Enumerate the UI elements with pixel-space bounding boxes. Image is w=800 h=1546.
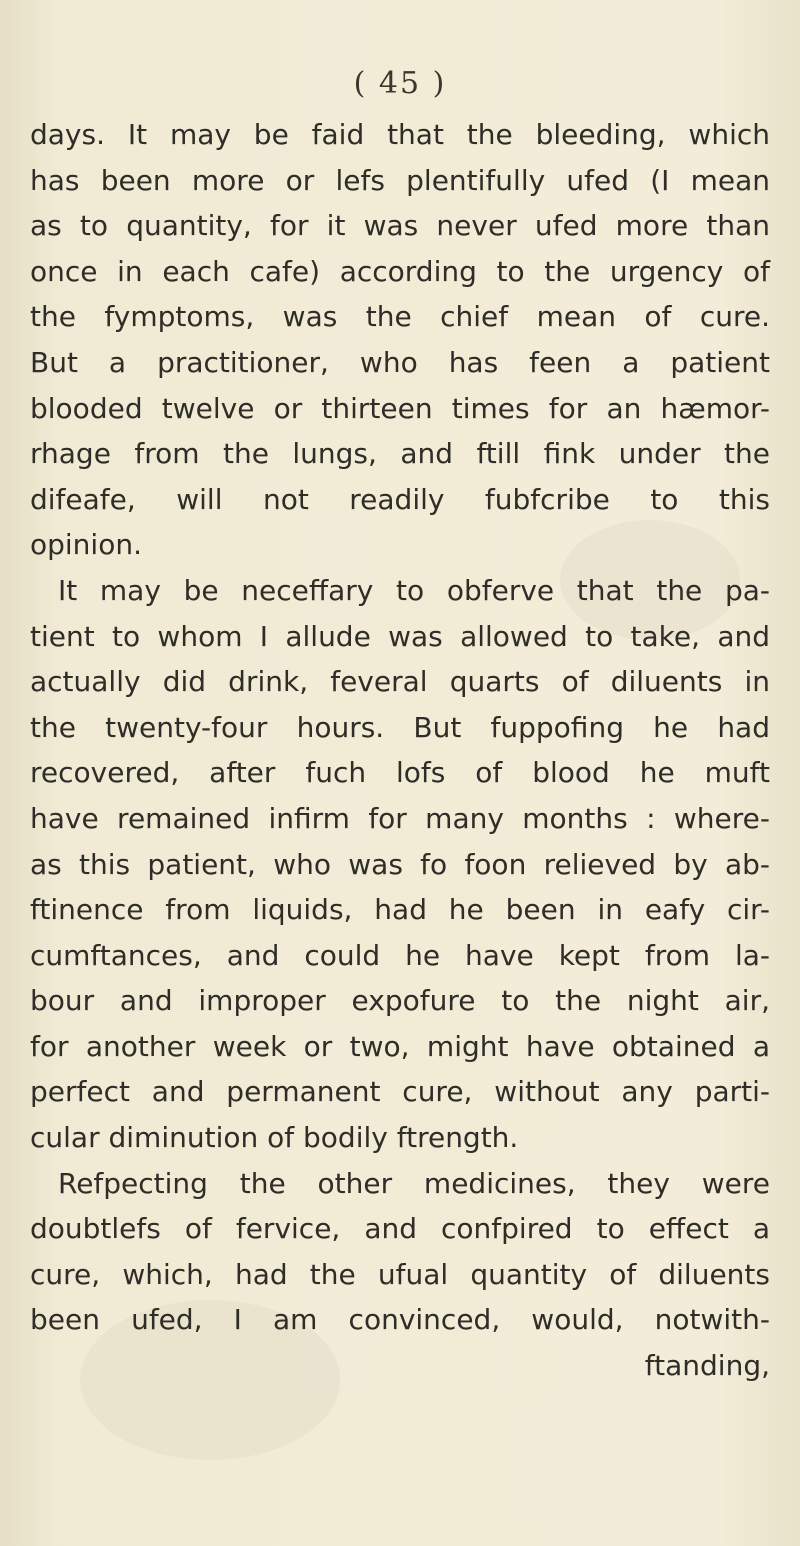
text-line: as this patient, who was fo foon relieved by ab- [30,847,770,881]
text-line: perfect and permanent cure, without any parti- [30,1075,770,1109]
text-line: opinion. [30,528,142,562]
body-text [30,112,770,1389]
text-line: actually did drink, feveral quarts of diluents in [30,665,770,699]
text-line: tient to whom I allude was allowed to take, and [30,619,770,653]
text-line: as to quantity, for it was never ufed more than [30,209,770,243]
text-line: have remained infirm for many months : where- [30,801,770,835]
text-line: been ufed, I am convinced, would, notwith- [30,1303,770,1337]
text-line: difeafe, will not readily fubfcribe to this [30,482,770,516]
text-line: But a practitioner, who has feen a patient [30,345,770,379]
text-line: rhage from the lungs, and ftill fink under the [30,437,770,471]
page-number: ( 45 ) [353,66,447,101]
text-line: the fymptoms, was the chief mean of cure. [30,300,770,334]
text-line: doubtlefs of fervice, and confpired to effect a [30,1212,770,1246]
text-line: bour and improper expofure to the night air, [30,984,770,1018]
text-line: recovered, after fuch lofs of blood he muft [30,756,770,790]
text-line: blooded twelve or thirteen times for an hæmor- [30,391,770,425]
text-line: the twenty-four hours. But fuppofing he had [30,710,770,744]
catchword: ftanding, [644,1349,770,1383]
text-line: cure, which, had the ufual quantity of diluents [30,1257,770,1291]
text-line: for another week or two, might have obtained a [30,1029,770,1063]
text-line: cular diminution of bodily ftrength. [30,1121,519,1155]
text-line: ftinence from liquids, had he been in eafy cir- [30,893,770,927]
text-line: cumftances, and could he have kept from la- [30,938,770,972]
text-line: days. It may be faid that the bleeding, which [30,118,770,151]
text-line: It may be neceffary to obferve that the pa- [58,573,770,607]
text-line: once in each cafe) according to the urgency of [30,254,770,288]
text-line: has been more or lefs plentifully ufed (I mean [30,163,770,197]
text-line: Refpecting the other medicines, they were [58,1166,770,1200]
